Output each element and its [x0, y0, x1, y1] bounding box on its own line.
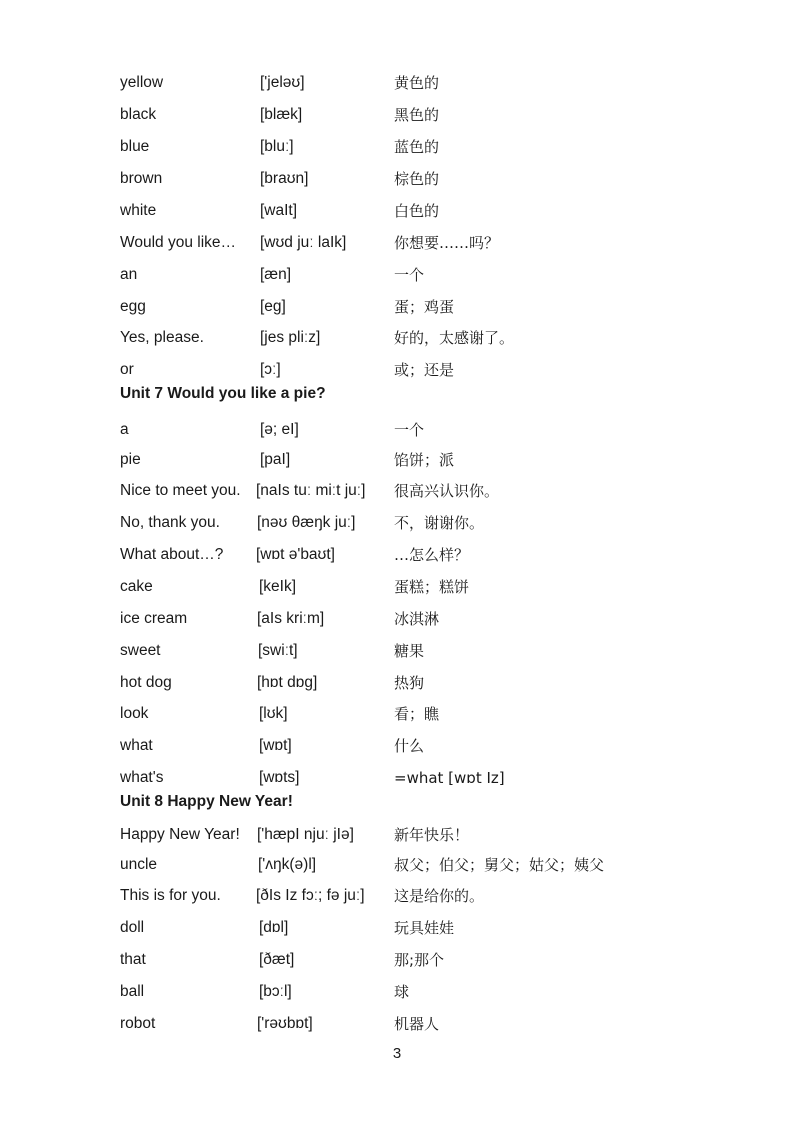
vocab-word: black: [120, 106, 157, 123]
vocab-phonetic: [æn]: [260, 266, 292, 283]
vocab-word: ice cream: [120, 610, 188, 627]
vocab-chinese: 看；瞧: [394, 705, 440, 723]
vocab-word: uncle: [120, 856, 158, 873]
vocab-row: [120, 511, 680, 535]
vocab-chinese: 什么: [394, 737, 425, 755]
vocab-word: ball: [120, 983, 145, 1000]
vocab-phonetic: [dɒl]: [259, 919, 289, 936]
vocab-row: [120, 639, 680, 663]
vocab-phonetic: ['ʌŋk(ə)l]: [258, 856, 317, 873]
vocab-chinese: 白色的: [394, 202, 440, 220]
vocab-phonetic: [wɒt ə'baʊt]: [256, 546, 335, 563]
vocab-phonetic: [nəʊ θæŋk juː]: [257, 514, 356, 531]
vocab-phonetic: [eg]: [260, 298, 286, 315]
vocab-row: [120, 734, 680, 758]
vocab-word: what: [120, 737, 153, 754]
vocab-row: [120, 479, 680, 503]
vocab-word: an: [120, 266, 138, 283]
vocab-word: yellow: [120, 74, 164, 91]
vocab-phonetic: [wɒt]: [259, 737, 292, 754]
vocab-chinese: 那;那个: [394, 951, 445, 969]
vocab-row: [120, 326, 680, 350]
vocab-phonetic: [hɒt dɒg]: [257, 674, 318, 691]
vocab-chinese: 蛋糕；糕饼: [394, 578, 470, 596]
vocab-phonetic: [aIs kriːm]: [257, 610, 325, 627]
vocab-word: what's: [120, 769, 164, 786]
vocab-phonetic: [ðIs Iz fɔː; fə juː]: [256, 887, 365, 904]
vocab-row: [120, 948, 680, 972]
vocab-row: [120, 135, 680, 159]
vocab-word: that: [120, 951, 146, 968]
vocab-phonetic: [lʊk]: [259, 705, 288, 722]
vocab-chinese: 玩具娃娃: [394, 919, 455, 937]
vocab-chinese: 一个: [394, 266, 425, 284]
unit-heading: Unit 7 Would you like a pie?: [120, 385, 326, 402]
vocab-chinese: 机器人: [394, 1015, 440, 1033]
vocab-row: [120, 358, 680, 382]
vocab-row: [120, 916, 680, 940]
vocab-phonetic: [ðæt]: [259, 951, 295, 968]
vocab-phonetic: [braʊn]: [260, 170, 309, 187]
vocab-word: a: [120, 421, 129, 438]
vocab-row: [120, 607, 680, 631]
vocab-word: robot: [120, 1015, 156, 1032]
vocab-phonetic: [bluː]: [260, 138, 294, 155]
vocab-phonetic: [blæk]: [260, 106, 303, 123]
vocab-chinese: 蛋；鸡蛋: [394, 298, 455, 316]
vocab-row: [120, 199, 680, 223]
vocab-phonetic: [ə; eI]: [260, 421, 299, 438]
vocab-chinese: 很高兴认识你。: [394, 482, 500, 500]
vocab-chinese: 黄色的: [394, 74, 440, 92]
vocab-word: sweet: [120, 642, 161, 659]
vocab-phonetic: [jes pliːz]: [260, 329, 321, 346]
vocab-chinese: 馅饼；派: [394, 451, 455, 469]
vocab-chinese: 新年快乐！: [394, 826, 470, 844]
vocab-word: brown: [120, 170, 163, 187]
vocab-word: cake: [120, 578, 153, 595]
vocab-row: [120, 884, 680, 908]
vocab-row: [120, 103, 680, 127]
vocab-chinese: 好的，太感谢了。: [394, 329, 515, 347]
vocab-word: doll: [120, 919, 145, 936]
unit-heading: Unit 8 Happy New Year!: [120, 793, 293, 810]
vocab-word: Happy New Year!: [120, 826, 240, 843]
vocab-chinese: 这是给你的。: [394, 887, 485, 905]
vocab-row: [120, 1012, 680, 1036]
vocab-chinese: …怎么样？: [394, 546, 470, 564]
vocab-row: [120, 167, 680, 191]
vocab-word: pie: [120, 451, 141, 468]
vocab-phonetic: [wʊd juː laIk]: [260, 234, 347, 251]
vocab-row: [120, 823, 680, 847]
vocab-row: [120, 853, 680, 877]
vocab-row: [120, 263, 680, 287]
vocab-word: look: [120, 705, 149, 722]
vocab-phonetic: [wɒts]: [259, 769, 300, 786]
vocab-word: No, thank you.: [120, 514, 220, 531]
vocab-phonetic: [paI]: [260, 451, 291, 468]
vocab-phonetic: [keIk]: [259, 578, 297, 595]
vocab-row: [120, 418, 680, 442]
vocab-row: [120, 671, 680, 695]
vocab-phonetic: ['jeləʊ]: [260, 74, 305, 91]
vocab-chinese: 叔父；伯父；舅父；姑父；姨父: [394, 856, 605, 874]
vocab-word: This is for you.: [120, 887, 221, 904]
vocab-chinese: =what [wɒt Iz]: [394, 769, 505, 787]
vocab-row: [120, 71, 680, 95]
vocab-chinese: 或；还是: [394, 361, 455, 379]
vocab-word: hot dog: [120, 674, 172, 691]
vocab-row: [120, 575, 680, 599]
vocab-row: [120, 543, 680, 567]
vocab-row: [120, 766, 680, 790]
vocab-row: [120, 231, 680, 255]
vocab-chinese: 球: [394, 983, 410, 1001]
vocab-row: [120, 980, 680, 1004]
vocab-phonetic: [swiːt]: [258, 642, 298, 659]
vocab-phonetic: [naIs tuː miːt juː]: [256, 482, 366, 499]
vocab-row: [120, 702, 680, 726]
vocab-chinese: 热狗: [394, 674, 425, 692]
vocab-word: Would you like…: [120, 234, 237, 251]
vocab-chinese: 棕色的: [394, 170, 440, 188]
vocab-chinese: 糖果: [394, 642, 425, 660]
vocab-phonetic: ['rəʊbɒt]: [257, 1015, 313, 1032]
vocab-word: Nice to meet you.: [120, 482, 241, 499]
vocab-row: [120, 448, 680, 472]
vocab-chinese: 蓝色的: [394, 138, 440, 156]
vocab-chinese: 你想要……吗？: [394, 234, 500, 252]
vocab-word: blue: [120, 138, 150, 155]
vocab-phonetic: [waIt]: [260, 202, 298, 219]
vocab-chinese: 冰淇淋: [394, 610, 440, 628]
vocab-word: white: [120, 202, 157, 219]
vocab-row: [120, 295, 680, 319]
page-number: 3: [392, 1045, 402, 1062]
vocab-word: What about…?: [120, 546, 224, 563]
vocab-word: or: [120, 361, 134, 378]
vocab-phonetic: ['hæpI njuː jIə]: [257, 826, 354, 843]
vocab-chinese: 不，谢谢你。: [394, 514, 485, 532]
vocab-phonetic: [bɔːl]: [259, 983, 292, 1000]
vocab-chinese: 黑色的: [394, 106, 440, 124]
vocab-word: Yes, please.: [120, 329, 204, 346]
vocab-word: egg: [120, 298, 146, 315]
vocab-chinese: 一个: [394, 421, 425, 439]
vocab-phonetic: [ɔː]: [260, 361, 281, 378]
